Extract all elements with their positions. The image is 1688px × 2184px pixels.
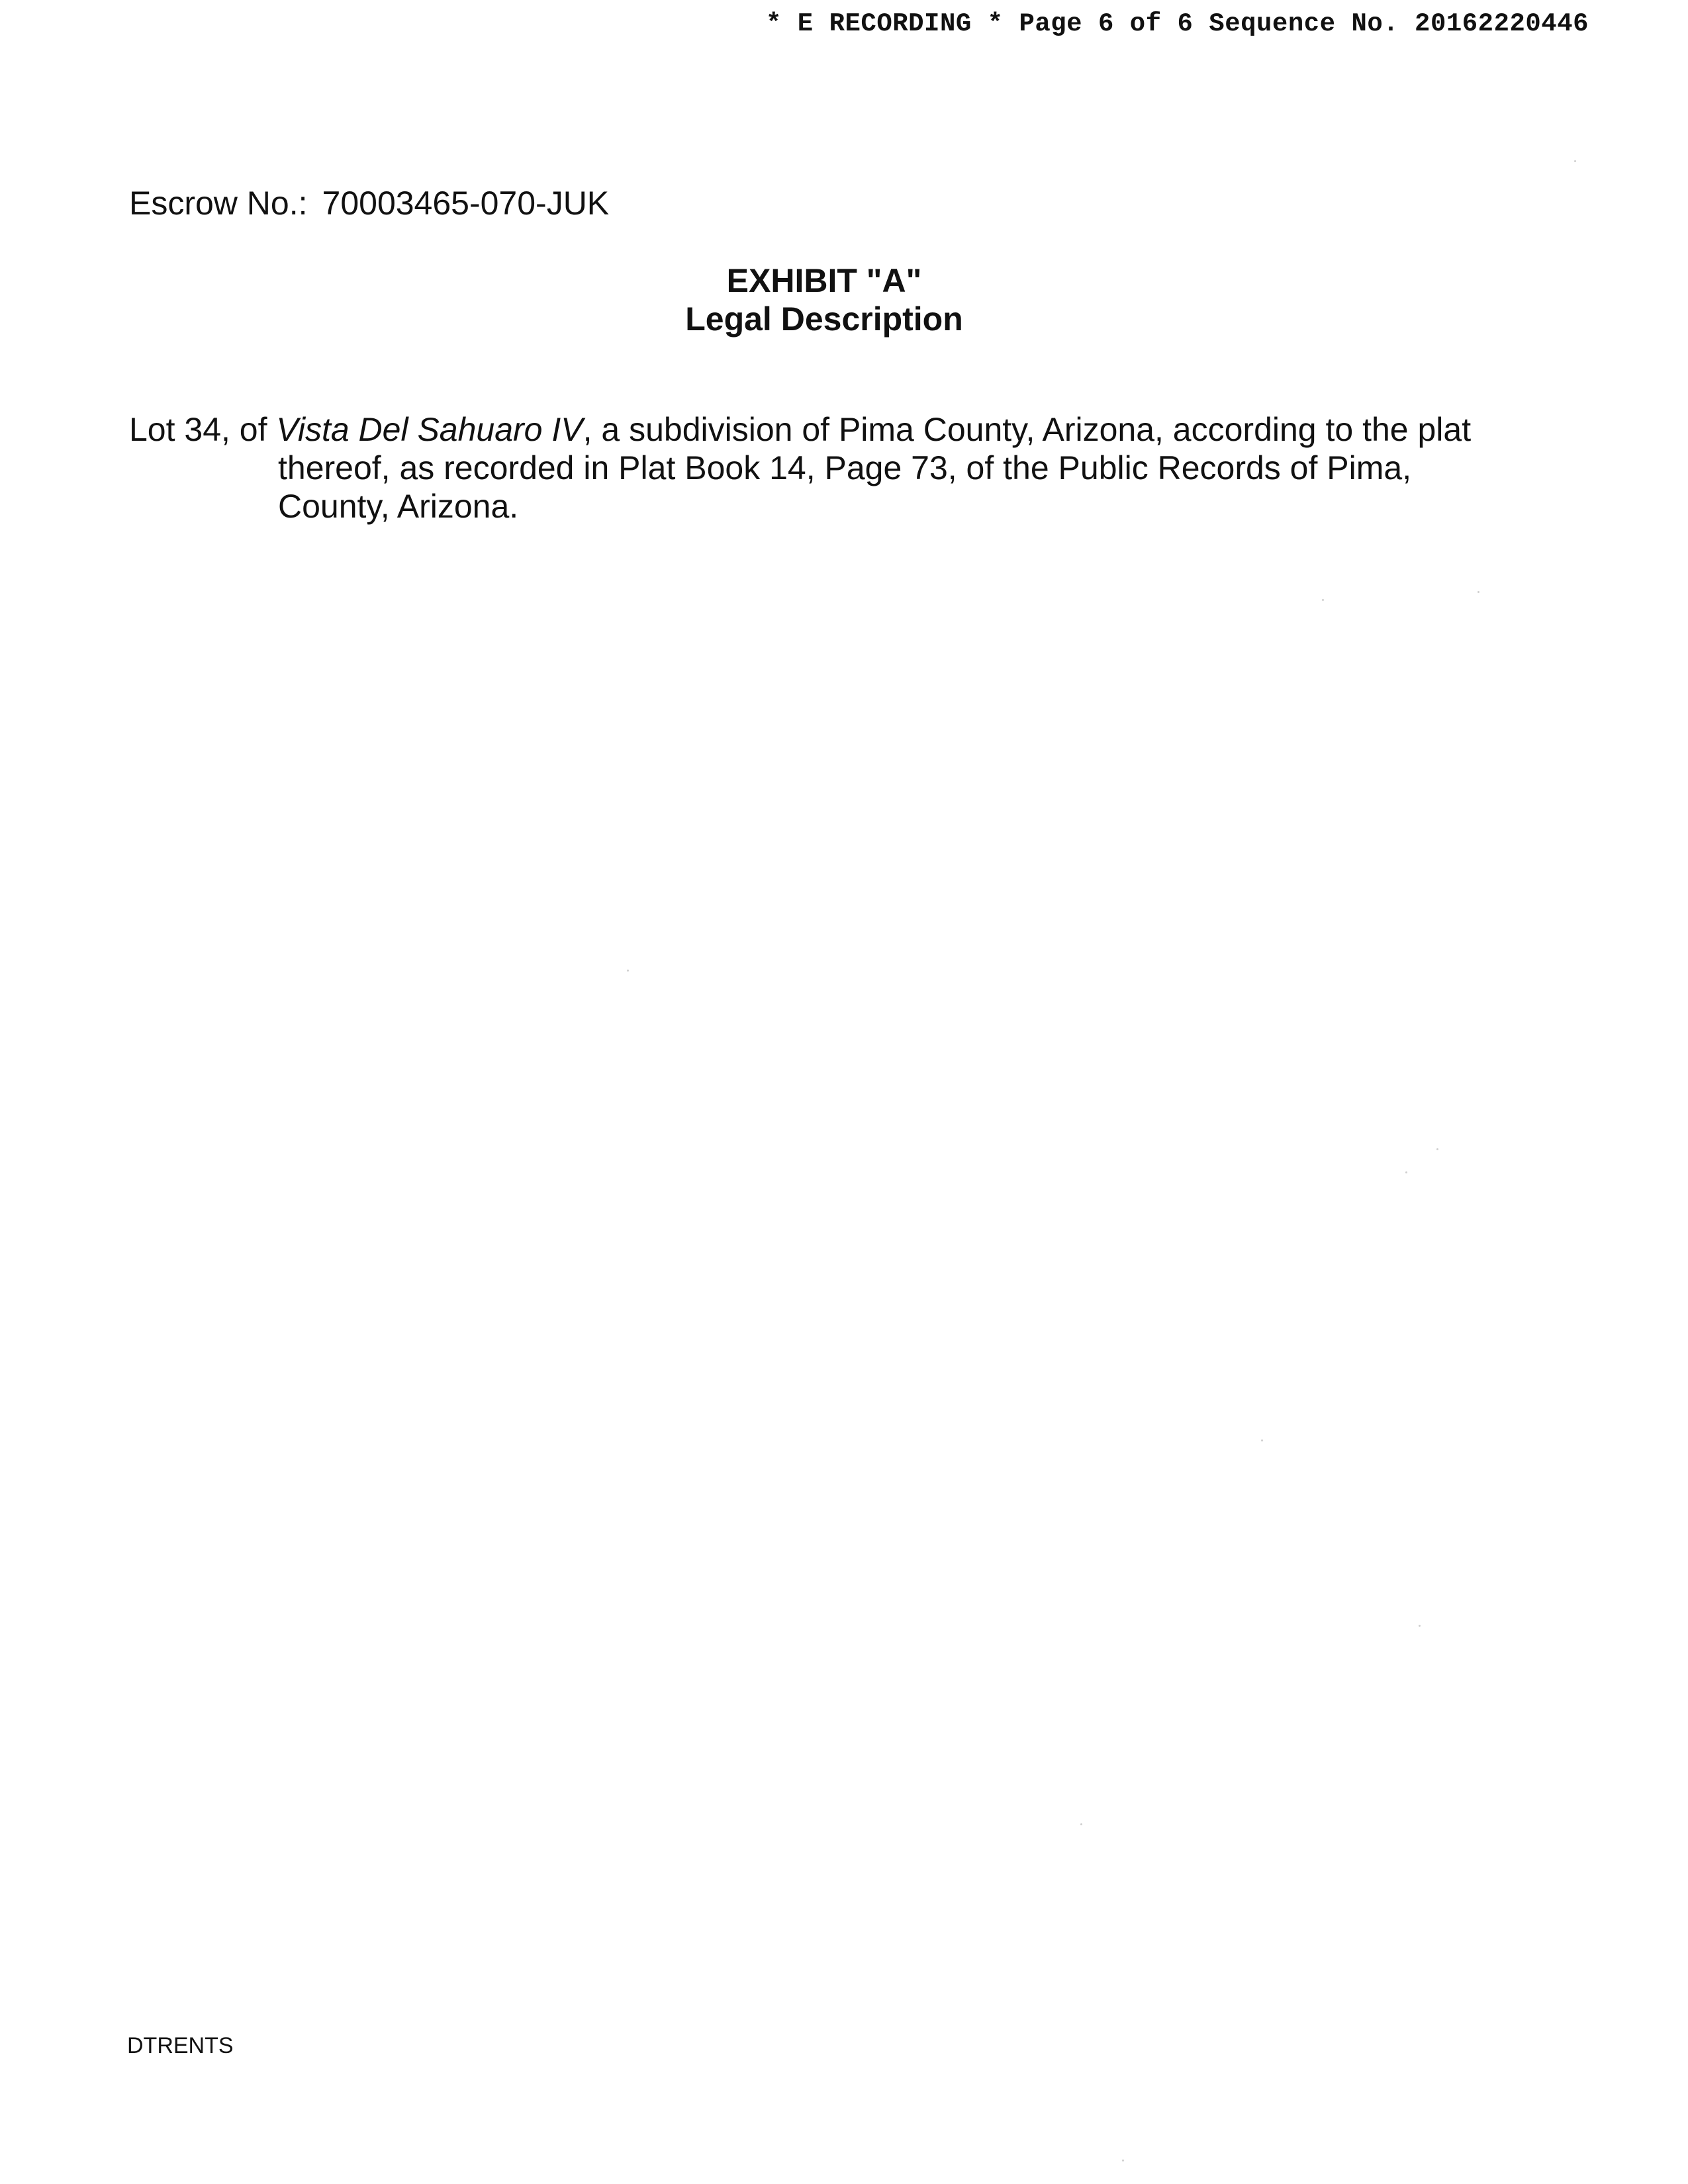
scan-speck [1574, 160, 1576, 162]
scan-speck [1122, 2160, 1124, 2161]
exhibit-title: EXHIBIT "A" [726, 262, 922, 299]
scan-speck [1477, 591, 1479, 593]
scan-speck [1436, 1148, 1438, 1150]
legal-description-paragraph [129, 410, 1513, 525]
subdivision-name: Vista Del Sahuaro IV [276, 411, 583, 448]
legal-description-prefix: Lot 34, of [129, 411, 277, 448]
scan-speck [1322, 599, 1324, 601]
recording-stamp: * E RECORDING * Page 6 of 6 Sequence No. 20162220446 [766, 9, 1589, 38]
escrow-number-line [129, 184, 609, 222]
legal-description-suffix: , a subdivision of Pima County, Arizona, according to the plat thereof, as recorded in Plat Book 14, Page 73, of the Public Records of Pima, County, Arizona. [278, 411, 1472, 525]
scan-speck [1261, 1439, 1263, 1441]
footer-code: DTRENTS [127, 2033, 234, 2058]
scan-speck [627, 970, 629, 972]
escrow-label: Escrow No.: [129, 185, 308, 222]
escrow-number: 70003465-070-JUK [322, 185, 610, 222]
exhibit-heading [0, 261, 1648, 338]
scan-speck [1419, 1625, 1421, 1627]
scan-speck [1405, 1171, 1407, 1173]
exhibit-subtitle: Legal Description [685, 300, 963, 338]
scan-speck [1080, 1823, 1082, 1825]
